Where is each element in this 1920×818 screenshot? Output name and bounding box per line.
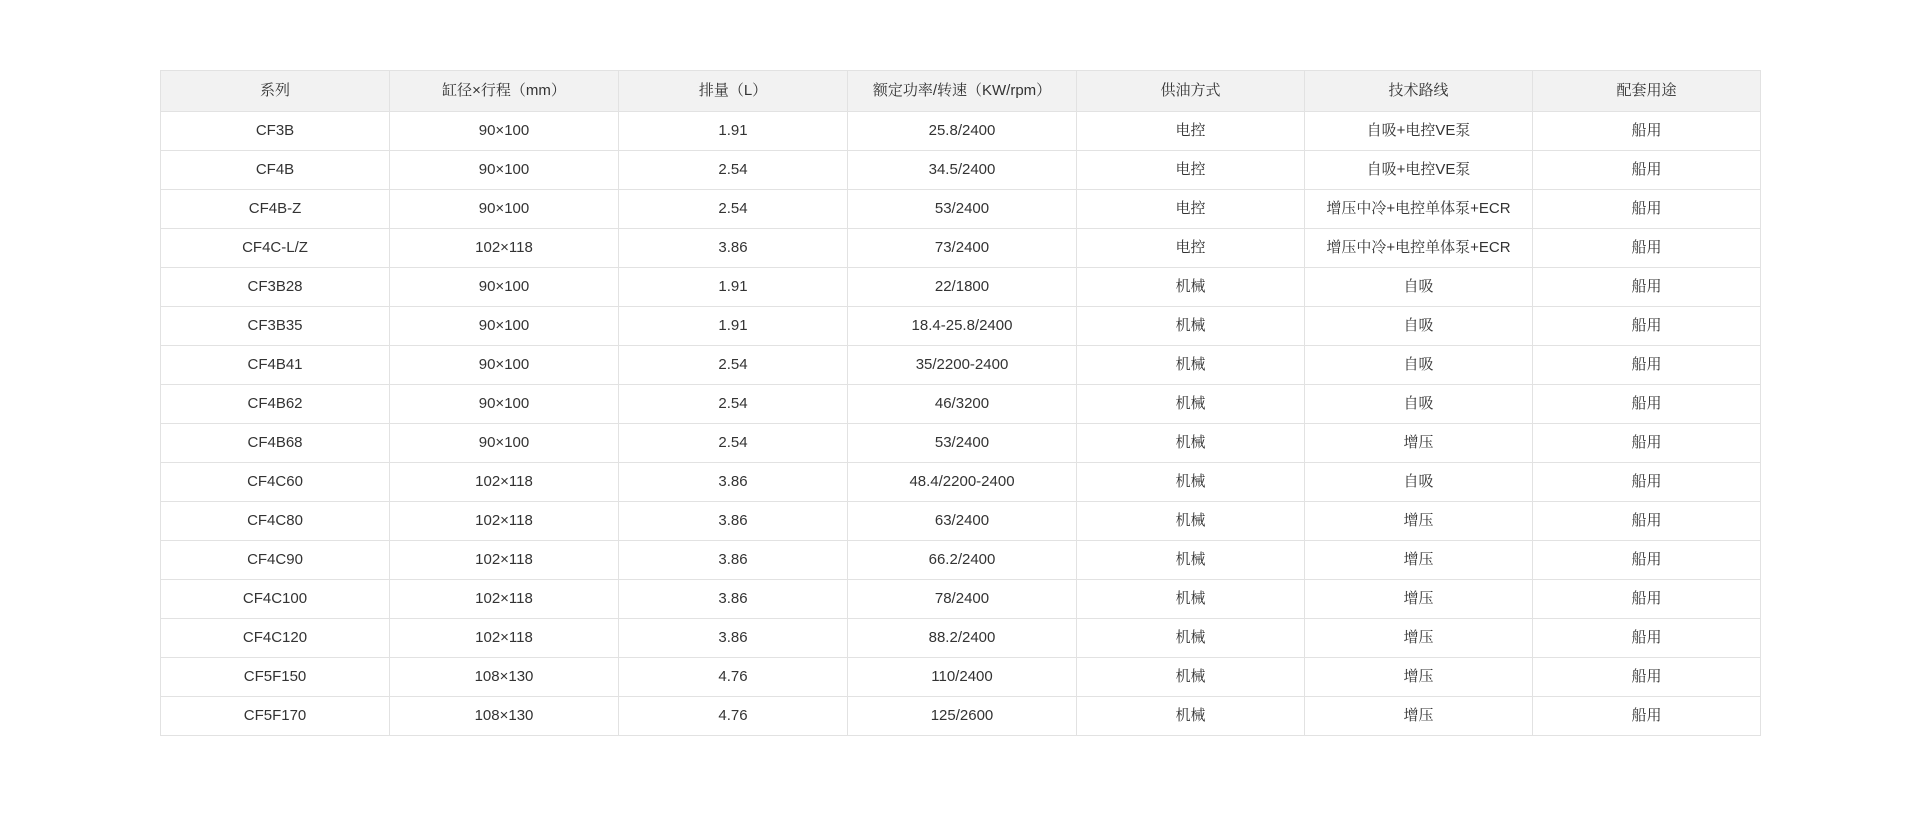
cell-bore-stroke: 102×118	[390, 541, 619, 580]
cell-displacement: 2.54	[619, 424, 848, 463]
cell-series: CF3B35	[161, 307, 390, 346]
column-header-series: 系列	[161, 71, 390, 112]
cell-power-speed: 53/2400	[848, 424, 1077, 463]
cell-series: CF4B-Z	[161, 190, 390, 229]
cell-technical-route: 自吸	[1305, 268, 1533, 307]
cell-application: 船用	[1533, 112, 1761, 151]
cell-technical-route: 增压	[1305, 502, 1533, 541]
cell-fuel-supply: 电控	[1077, 190, 1305, 229]
cell-power-speed: 88.2/2400	[848, 619, 1077, 658]
table-row	[161, 580, 1761, 619]
cell-bore-stroke: 90×100	[390, 385, 619, 424]
cell-application: 船用	[1533, 541, 1761, 580]
cell-application: 船用	[1533, 697, 1761, 736]
table-row	[161, 346, 1761, 385]
cell-power-speed: 125/2600	[848, 697, 1077, 736]
cell-application: 船用	[1533, 268, 1761, 307]
cell-bore-stroke: 102×118	[390, 619, 619, 658]
table-header-row	[161, 71, 1761, 112]
cell-power-speed: 66.2/2400	[848, 541, 1077, 580]
cell-power-speed: 35/2200-2400	[848, 346, 1077, 385]
cell-technical-route: 增压	[1305, 658, 1533, 697]
cell-series: CF4B68	[161, 424, 390, 463]
cell-fuel-supply: 机械	[1077, 502, 1305, 541]
cell-displacement: 3.86	[619, 463, 848, 502]
cell-application: 船用	[1533, 385, 1761, 424]
cell-bore-stroke: 90×100	[390, 151, 619, 190]
cell-bore-stroke: 90×100	[390, 346, 619, 385]
cell-bore-stroke: 90×100	[390, 112, 619, 151]
cell-technical-route: 自吸	[1305, 463, 1533, 502]
cell-displacement: 3.86	[619, 502, 848, 541]
cell-technical-route: 自吸	[1305, 307, 1533, 346]
cell-fuel-supply: 机械	[1077, 619, 1305, 658]
cell-technical-route: 自吸	[1305, 346, 1533, 385]
table-head	[161, 71, 1761, 112]
cell-series: CF4C-L/Z	[161, 229, 390, 268]
cell-application: 船用	[1533, 463, 1761, 502]
table-row	[161, 463, 1761, 502]
cell-series: CF4B62	[161, 385, 390, 424]
cell-fuel-supply: 机械	[1077, 307, 1305, 346]
cell-power-speed: 34.5/2400	[848, 151, 1077, 190]
cell-technical-route: 自吸	[1305, 385, 1533, 424]
cell-fuel-supply: 机械	[1077, 385, 1305, 424]
cell-series: CF4B	[161, 151, 390, 190]
cell-displacement: 2.54	[619, 151, 848, 190]
cell-fuel-supply: 电控	[1077, 151, 1305, 190]
cell-displacement: 1.91	[619, 112, 848, 151]
cell-application: 船用	[1533, 346, 1761, 385]
cell-fuel-supply: 机械	[1077, 424, 1305, 463]
cell-application: 船用	[1533, 658, 1761, 697]
cell-series: CF4C90	[161, 541, 390, 580]
cell-series: CF3B	[161, 112, 390, 151]
table-row	[161, 658, 1761, 697]
cell-series: CF5F170	[161, 697, 390, 736]
cell-power-speed: 22/1800	[848, 268, 1077, 307]
spec-table-container	[160, 70, 1760, 736]
column-header-technical-route: 技术路线	[1305, 71, 1533, 112]
cell-technical-route: 增压	[1305, 541, 1533, 580]
cell-fuel-supply: 机械	[1077, 697, 1305, 736]
column-header-bore-stroke: 缸径×行程（mm）	[390, 71, 619, 112]
cell-displacement: 4.76	[619, 658, 848, 697]
cell-power-speed: 46/3200	[848, 385, 1077, 424]
cell-power-speed: 25.8/2400	[848, 112, 1077, 151]
cell-power-speed: 53/2400	[848, 190, 1077, 229]
table-row	[161, 190, 1761, 229]
table-row	[161, 268, 1761, 307]
cell-technical-route: 自吸+电控VE泵	[1305, 151, 1533, 190]
cell-technical-route: 增压中冷+电控单体泵+ECR	[1305, 190, 1533, 229]
cell-displacement: 1.91	[619, 268, 848, 307]
cell-technical-route: 增压	[1305, 424, 1533, 463]
table-row	[161, 697, 1761, 736]
cell-application: 船用	[1533, 619, 1761, 658]
cell-application: 船用	[1533, 424, 1761, 463]
cell-fuel-supply: 机械	[1077, 268, 1305, 307]
cell-displacement: 2.54	[619, 346, 848, 385]
table-row	[161, 619, 1761, 658]
cell-fuel-supply: 电控	[1077, 229, 1305, 268]
cell-application: 船用	[1533, 580, 1761, 619]
column-header-power-speed: 额定功率/转速（KW/rpm）	[848, 71, 1077, 112]
table-row	[161, 424, 1761, 463]
cell-bore-stroke: 108×130	[390, 697, 619, 736]
cell-bore-stroke: 102×118	[390, 502, 619, 541]
cell-displacement: 2.54	[619, 190, 848, 229]
cell-series: CF4C100	[161, 580, 390, 619]
cell-displacement: 3.86	[619, 619, 848, 658]
cell-fuel-supply: 机械	[1077, 541, 1305, 580]
cell-fuel-supply: 机械	[1077, 658, 1305, 697]
table-row	[161, 112, 1761, 151]
cell-application: 船用	[1533, 502, 1761, 541]
cell-bore-stroke: 102×118	[390, 580, 619, 619]
table-row	[161, 385, 1761, 424]
cell-technical-route: 增压中冷+电控单体泵+ECR	[1305, 229, 1533, 268]
cell-power-speed: 63/2400	[848, 502, 1077, 541]
cell-technical-route: 增压	[1305, 619, 1533, 658]
cell-bore-stroke: 90×100	[390, 307, 619, 346]
cell-bore-stroke: 90×100	[390, 424, 619, 463]
cell-displacement: 4.76	[619, 697, 848, 736]
column-header-displacement: 排量（L）	[619, 71, 848, 112]
engine-spec-table	[160, 70, 1761, 736]
cell-displacement: 3.86	[619, 580, 848, 619]
cell-application: 船用	[1533, 307, 1761, 346]
cell-power-speed: 110/2400	[848, 658, 1077, 697]
cell-application: 船用	[1533, 151, 1761, 190]
cell-series: CF4C80	[161, 502, 390, 541]
table-body	[161, 112, 1761, 736]
cell-series: CF4B41	[161, 346, 390, 385]
column-header-fuel-supply: 供油方式	[1077, 71, 1305, 112]
cell-technical-route: 增压	[1305, 697, 1533, 736]
cell-bore-stroke: 102×118	[390, 463, 619, 502]
cell-displacement: 2.54	[619, 385, 848, 424]
cell-technical-route: 自吸+电控VE泵	[1305, 112, 1533, 151]
cell-application: 船用	[1533, 229, 1761, 268]
cell-bore-stroke: 90×100	[390, 268, 619, 307]
cell-displacement: 3.86	[619, 541, 848, 580]
column-header-application: 配套用途	[1533, 71, 1761, 112]
cell-power-speed: 78/2400	[848, 580, 1077, 619]
cell-bore-stroke: 90×100	[390, 190, 619, 229]
table-row	[161, 307, 1761, 346]
cell-series: CF4C60	[161, 463, 390, 502]
cell-fuel-supply: 机械	[1077, 346, 1305, 385]
cell-fuel-supply: 机械	[1077, 463, 1305, 502]
cell-technical-route: 增压	[1305, 580, 1533, 619]
cell-application: 船用	[1533, 190, 1761, 229]
table-row	[161, 151, 1761, 190]
cell-displacement: 3.86	[619, 229, 848, 268]
table-row	[161, 541, 1761, 580]
cell-fuel-supply: 机械	[1077, 580, 1305, 619]
cell-power-speed: 18.4-25.8/2400	[848, 307, 1077, 346]
table-row	[161, 502, 1761, 541]
cell-series: CF4C120	[161, 619, 390, 658]
cell-power-speed: 73/2400	[848, 229, 1077, 268]
cell-series: CF3B28	[161, 268, 390, 307]
cell-bore-stroke: 108×130	[390, 658, 619, 697]
cell-bore-stroke: 102×118	[390, 229, 619, 268]
cell-displacement: 1.91	[619, 307, 848, 346]
cell-fuel-supply: 电控	[1077, 112, 1305, 151]
table-row	[161, 229, 1761, 268]
cell-power-speed: 48.4/2200-2400	[848, 463, 1077, 502]
cell-series: CF5F150	[161, 658, 390, 697]
